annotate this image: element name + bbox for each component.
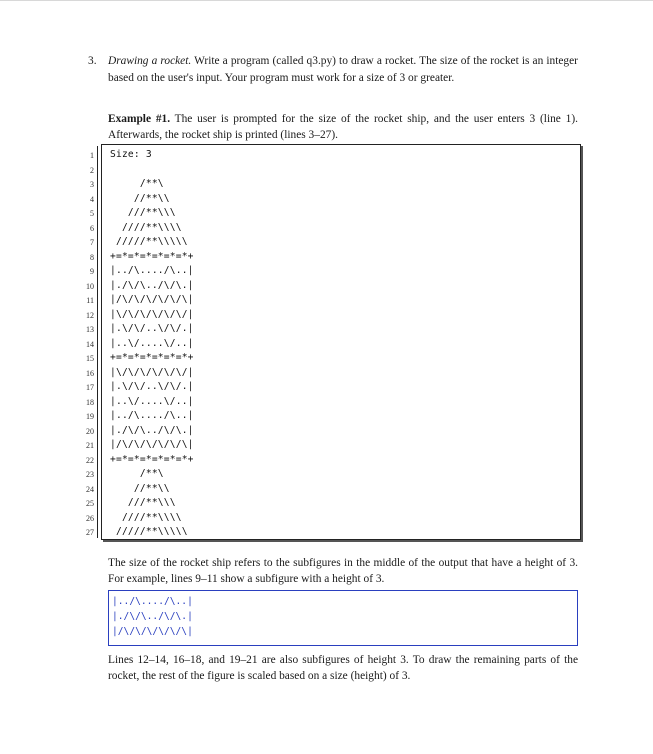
code-line: /////**\\\\\ [110,526,188,537]
code-line: |./\/\../\/\.| [110,424,194,436]
line-number: 6 [90,223,94,233]
code-line: +=*=*=*=*=*=*+ [110,453,194,465]
code-line: /**\ [110,468,164,479]
line-number: 4 [90,194,94,204]
line-number: 12 [86,310,94,320]
line-number: 26 [86,513,94,523]
code-line: |../\..../\..| [110,410,194,421]
code-line: |..\/....\/..| [110,395,194,407]
explanation-paragraph-1: The size of the rocket ship refers to the subfigures in the middle of the output that have a height of 3. For example, lines 9–11 show a subfigure with a height of 3. [108,557,578,585]
subfigure-line: |./\/\../\/\.| [112,611,193,622]
line-number: 5 [90,209,94,218]
code-line: |\/\/\/\/\/\/| [110,366,194,378]
line-number: 27 [86,528,94,537]
line-number: 11 [86,296,94,305]
code-line: ///**\\\ [110,497,176,508]
line-number: 19 [86,412,94,421]
subfigure-line: |/\/\/\/\/\/\| [112,626,193,637]
example-body: The user is prompted for the size of the rocket ship, and the user enters 3 (line 1). Afterwards, the rocket ship is printed (lines 3–27). [108,113,578,141]
problem-body: Write a program (called q3.py) to draw a rocket. The size of the rocket is an integer based on the user's input. Your program must work for a size of 3 or greater. [108,55,578,84]
line-number: 8 [90,252,94,262]
line-number: 18 [86,397,94,407]
problem-text [108,53,578,86]
code-line: //**\\ [110,482,170,494]
line-number: 16 [86,368,94,378]
line-number: 20 [86,426,94,436]
subfigure-line: |../\..../\..| [112,596,193,607]
code-line: |./\/\../\/\.| [110,279,194,291]
gutter-divider [97,146,98,538]
line-number: 13 [86,325,94,334]
example-label: Example #1. [108,113,171,125]
code-line: |../\..../\..| [110,265,194,276]
code-line: /**\ [110,178,164,189]
example-description [108,111,578,143]
code-output-box [101,144,581,540]
subfigure-box [108,590,578,646]
code-line: |..\/....\/..| [110,337,194,349]
code-line: |.\/\/..\/\/.| [110,323,194,334]
line-number: 15 [86,354,94,363]
problem-title: Drawing a rocket. [108,55,192,67]
code-line: |.\/\/..\/\/.| [110,381,194,392]
line-number: 1 [90,151,94,160]
code-line: +=*=*=*=*=*=*+ [110,352,194,363]
top-border [0,0,653,1]
line-number: 25 [86,499,94,508]
code-line: +=*=*=*=*=*=*+ [110,250,194,262]
line-number: 17 [86,383,94,392]
line-number: 2 [90,165,94,175]
explanation-paragraph-2: Lines 12–14, 16–18, and 19–21 are also subfigures of height 3. To draw the remaining parts of the rocket, the rest of the figure is scaled based on a size (height) of 3. [108,654,578,682]
line-number: 23 [86,470,94,479]
code-line: |/\/\/\/\/\/\| [110,294,194,305]
line-number: 24 [86,484,94,494]
code-line: ////**\\\\ [110,511,182,523]
code-line: //**\\ [110,192,170,204]
line-number: 9 [90,267,94,276]
code-line: Size: 3 [110,149,152,160]
problem-statement [88,53,578,86]
code-line: |\/\/\/\/\/\/| [110,308,194,320]
problem-number: 3. [88,55,97,67]
line-number: 14 [86,339,94,349]
code-line: ///**\\\ [110,207,176,218]
line-number: 7 [90,238,94,247]
line-number: 3 [90,180,94,189]
line-number: 22 [86,455,94,465]
line-number: 10 [86,281,94,291]
code-line: ////**\\\\ [110,221,182,233]
code-line: |/\/\/\/\/\/\| [110,439,194,450]
line-number: 21 [86,441,94,450]
code-line: /////**\\\\\ [110,236,188,247]
